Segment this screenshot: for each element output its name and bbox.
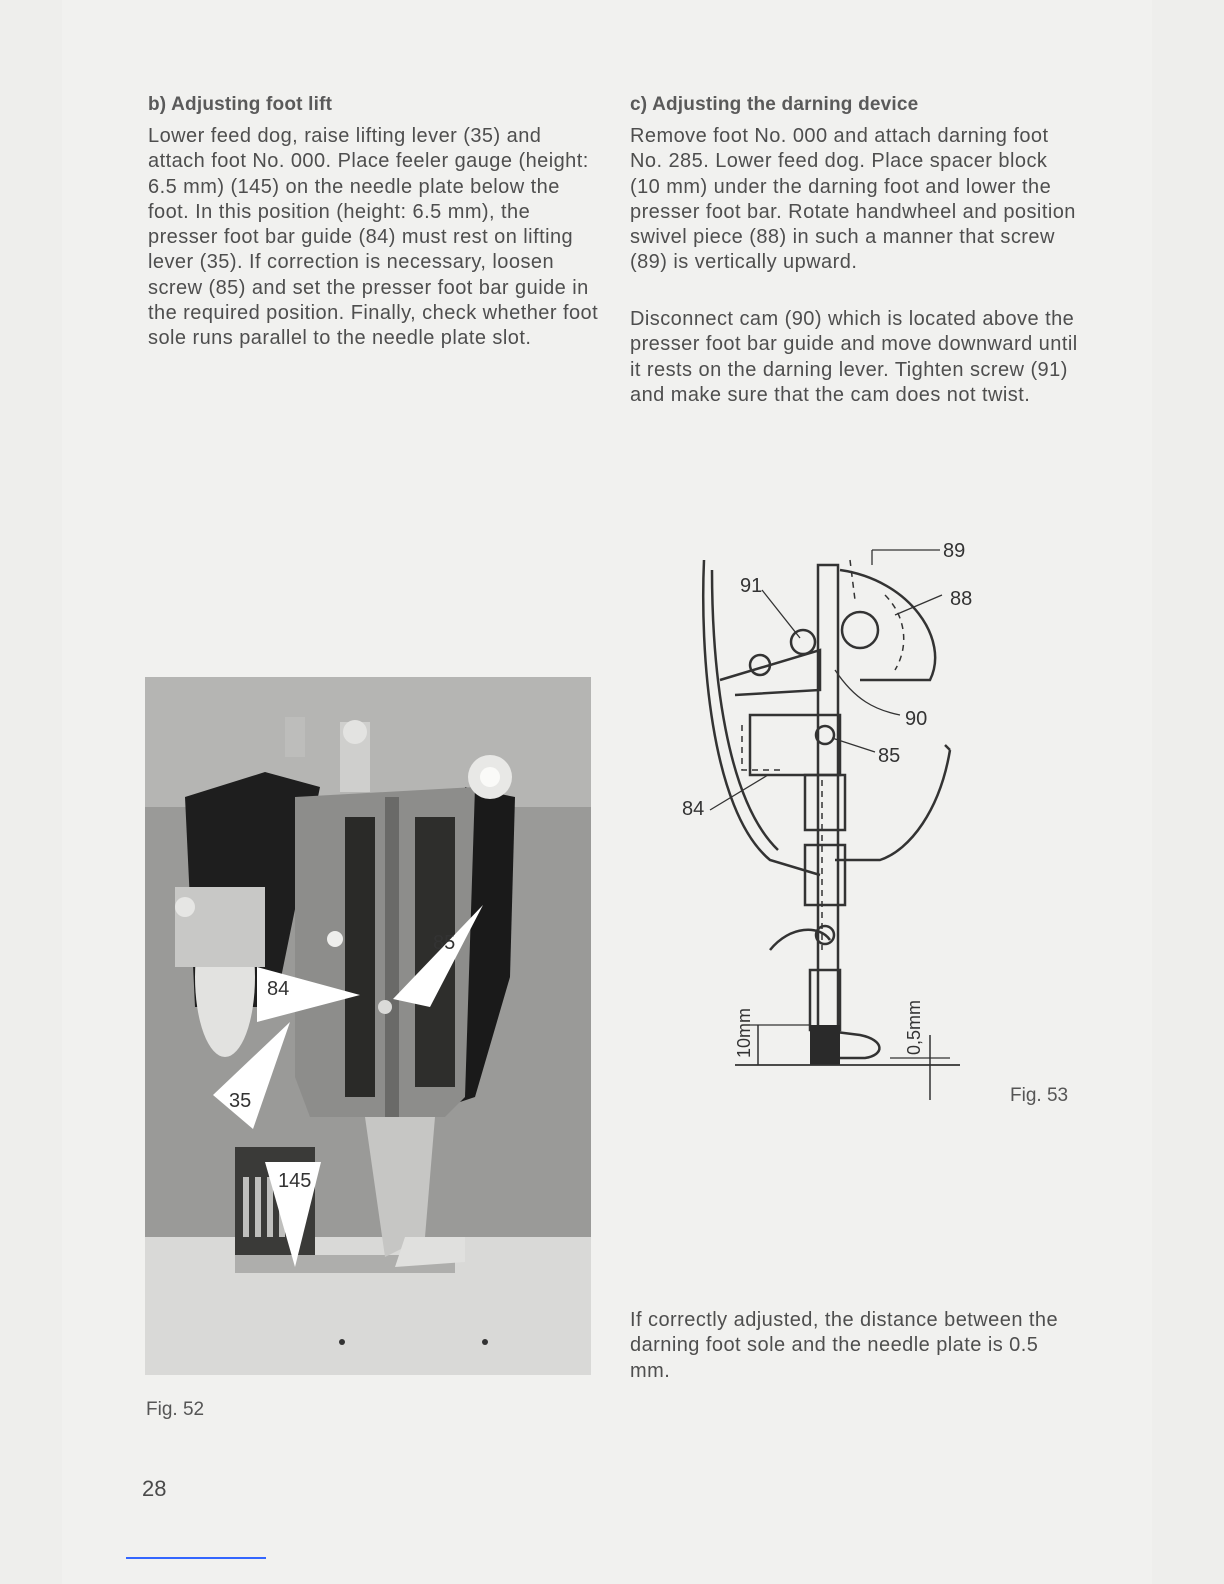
fig52-photo	[145, 677, 591, 1375]
fig53-label-88: 88	[950, 588, 973, 610]
fig53-label-85: 85	[878, 745, 901, 767]
paragraph-foot-lift: Lower feed dog, raise lifting lever (35) and attach foot No. 000. Place feeler gauge (height: 6.5 mm) (145) on the needle plate below the foot. In this position (height: 6.5 mm), the presser foot bar guide (84) must rest on lifting lever (35). If correction is necessary, loosen screw (85) and set the presser foot bar guide in the required position. Finally, check whether foot sole runs parallel to the needle plate slot.	[148, 125, 599, 350]
footer-rule	[126, 1557, 266, 1559]
fig52-label-145: 145	[278, 1170, 312, 1192]
fig52-label-84: 84	[267, 978, 290, 1000]
fig53-caption: Fig. 53	[1010, 1085, 1069, 1106]
fig53-label-89: 89	[943, 540, 966, 562]
fig53-label-90: 90	[905, 708, 928, 730]
fig53-diagram	[660, 530, 990, 1110]
fig53-label-91: 91	[740, 575, 763, 597]
heading-adjusting-foot-lift: b) Adjusting foot lift	[148, 94, 333, 115]
page-number: 28	[142, 1476, 167, 1501]
paragraph-darning-1: Remove foot No. 000 and attach darning foot No. 285. Lower feed dog. Place spacer block (10 mm) under the darning foot and lower the presser foot bar. Rotate handwheel and position swivel piece (88) in such a manner that screw (89) is vertically upward.	[630, 125, 1076, 274]
fig52-label-85: 85	[433, 932, 456, 954]
paragraph-darning-2: Disconnect cam (90) which is located above the presser foot bar guide and move downward until it rests on the darning lever. Tighten screw (91) and make sure that the cam does not twist.	[630, 308, 1078, 406]
fig52-caption: Fig. 52	[146, 1399, 205, 1420]
fig52-label-35: 35	[229, 1090, 252, 1112]
heading-adjusting-darning-device: c) Adjusting the darning device	[630, 94, 919, 115]
fig53-label-84: 84	[682, 798, 705, 820]
fig53-dimension-10mm: 10mm	[734, 1007, 754, 1058]
fig53-dimension-05mm: 0,5mm	[904, 999, 924, 1055]
paragraph-darning-result: If correctly adjusted, the distance between the darning foot sole and the needle plate is 0.5 mm.	[630, 1309, 1059, 1382]
